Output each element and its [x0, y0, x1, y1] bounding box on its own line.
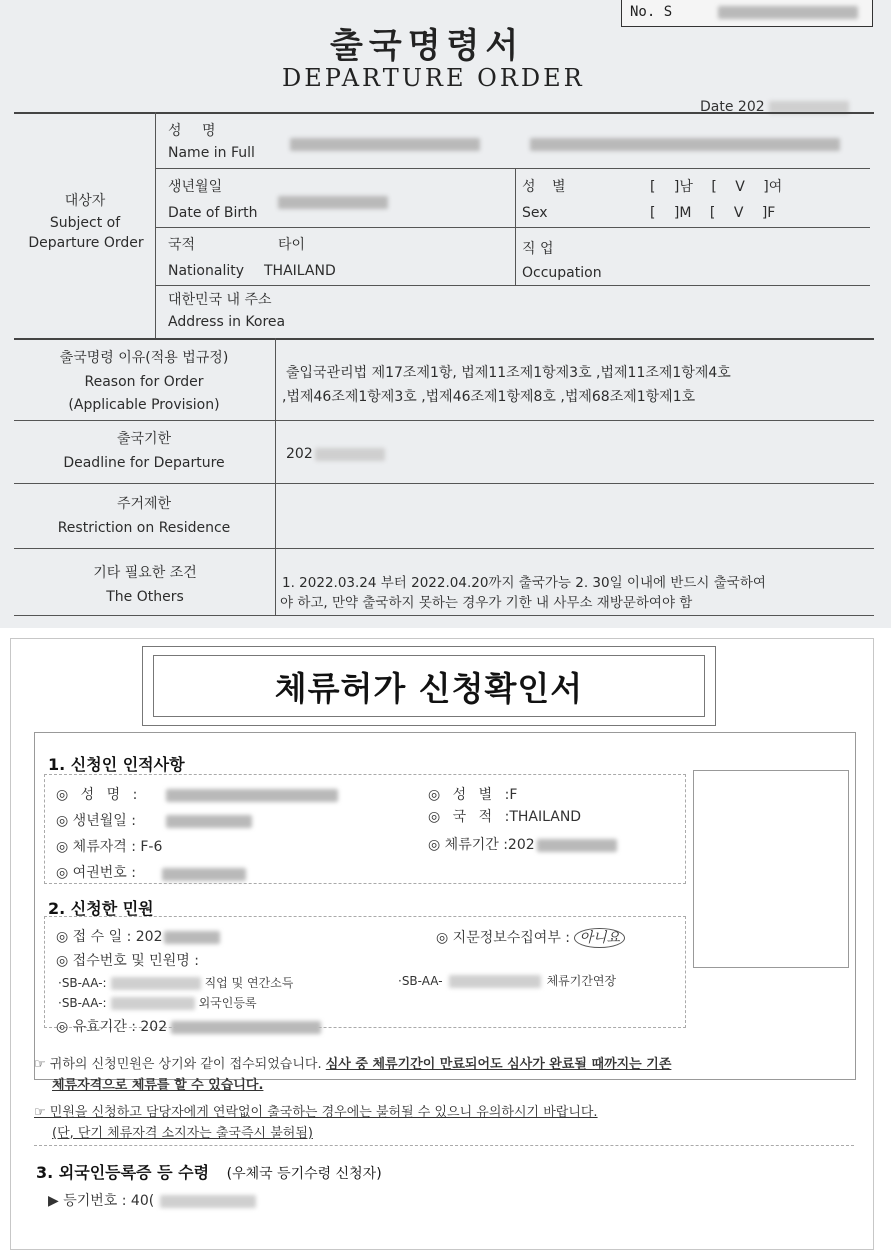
nationality-value-english: THAILAND: [264, 263, 336, 279]
subject-label-english-2: Departure Order: [28, 235, 144, 251]
document-title-english: DEPARTURE ORDER: [282, 64, 585, 92]
serial-number-redacted: [718, 6, 858, 19]
notice-1-line-2: 체류자격으로 체류를 할 수 있습니다.: [52, 1078, 264, 1093]
row-rule: [14, 615, 874, 616]
application-number-redacted: [111, 977, 201, 990]
reason-label-english-1: Reason for Order: [84, 374, 204, 390]
deadline-value: [286, 445, 385, 463]
subject-label-english-1: Subject of: [49, 215, 121, 231]
sex-label-english: Sex: [522, 205, 548, 221]
reason-value-line-2: ,법제46조제1항제3호 ,법제46조제1항제8호 ,법제68조제1항제1호: [282, 389, 696, 405]
application-item-1: [58, 974, 293, 992]
registered-number-field: [48, 1192, 256, 1210]
name-label-korean: 성 명: [168, 123, 224, 139]
validity-text: ◎ 유효기간 : 202: [56, 1019, 168, 1035]
others-label-english: The Others: [106, 589, 184, 605]
receipt-date-text: ◎ 접 수 일 : 202: [56, 929, 163, 945]
row-rule: [155, 285, 870, 286]
nationality-label-english: Nationality: [168, 263, 245, 279]
restriction-label-english: Restriction on Residence: [57, 520, 231, 536]
deadline-label-korean: 출국기한: [116, 431, 172, 447]
fingerprint-field: [436, 928, 625, 948]
stay-period-field: [428, 836, 617, 854]
sex-checkbox-korean: [ ]남 [ V ]여: [650, 179, 783, 195]
name-label: ◎ 성 명 :: [56, 787, 138, 803]
application-name: 외국인등록: [198, 996, 257, 1010]
dob-redacted: [278, 196, 388, 209]
application-name: 직업 및 연간소득: [204, 976, 294, 990]
row-rule: [14, 548, 874, 549]
occupation-label-korean: 직 업: [522, 241, 554, 257]
fingerprint-label: ◎ 지문정보수집여부 :: [436, 930, 571, 946]
restriction-label-korean: 주거제한: [116, 496, 172, 512]
receipt-date-field: [56, 928, 220, 946]
validity-redacted: [171, 1021, 321, 1034]
column-rule: [155, 112, 156, 338]
application-number-redacted: [449, 975, 541, 988]
application-number-redacted: [111, 997, 195, 1010]
others-value-line-1: 1. 2022.03.24 부터 2022.04.20까지 출국가능 2. 30일 이내에 반드시 출국하여: [282, 575, 766, 591]
reason-label-korean: 출국명령 이유(적용 법규정): [59, 350, 229, 366]
section-divider: [34, 1145, 854, 1146]
confirmation-title: 체류허가 신청확인서: [153, 655, 705, 717]
occupation-label-english: Occupation: [522, 265, 602, 281]
registered-number-label: ▶ 등기번호 : 40(: [48, 1193, 155, 1209]
address-label-korean: 대한민국 내 주소: [168, 292, 272, 308]
notice-1-line-1: [34, 1056, 671, 1074]
stay-permit-confirmation-document: [0, 628, 891, 1260]
passport-label: ◎ 여권번호 :: [56, 865, 136, 881]
photo-placeholder: [693, 770, 849, 968]
deadline-value-text: 202: [286, 446, 313, 462]
dob-label-korean: 생년월일: [168, 179, 223, 195]
fingerprint-value: 아니요: [574, 928, 625, 948]
receipt-date-redacted: [164, 931, 220, 944]
row-rule: [14, 338, 874, 340]
application-item-2: [398, 972, 616, 990]
application-item-3: [58, 994, 257, 1012]
serial-number-box: [621, 0, 873, 27]
applicant-dob-redacted: [166, 815, 252, 828]
stay-period-redacted: [537, 839, 617, 852]
column-rule: [515, 168, 516, 285]
section-2-heading: 2. 신청한 민원: [48, 899, 154, 918]
name-label-english: Name in Full: [168, 145, 255, 161]
departure-order-document: [0, 0, 891, 628]
passport-redacted: [162, 868, 246, 881]
others-label-korean: 기타 필요한 조건: [93, 565, 197, 581]
sex-checkbox-english: [ ]M [ V ]F: [650, 205, 776, 221]
sex-field: ◎ 성 별 :F: [428, 787, 518, 803]
status-field: ◎ 체류자격 : F-6: [56, 839, 163, 855]
notice-2-line-1: ☞ 민원을 신청하고 담당자에게 연락없이 출국하는 경우에는 불허될 수 있으니 유의하시기 바랍니다.: [34, 1105, 598, 1120]
name-redacted: [290, 138, 480, 151]
dob-label-english: Date of Birth: [168, 205, 258, 221]
nationality-value-korean: 타이: [278, 237, 306, 253]
section-1-dashed-box: [44, 774, 686, 884]
nationality-label-korean: 국적: [168, 237, 196, 253]
table-top-rule: [14, 112, 874, 114]
row-rule: [155, 168, 870, 169]
reason-value-line-1: 출입국관리법 제17조제1항, 법제11조제1항제3호 ,법제11조제1항제4호: [286, 365, 731, 381]
application-number-prefix: ·SB-AA-:: [58, 976, 107, 990]
registered-number-redacted: [160, 1195, 256, 1208]
notice-2-line-2: (단, 단기 체류자격 소지자는 출국즉시 불허됨): [52, 1126, 313, 1141]
sex-label-korean: 성 별: [522, 179, 572, 195]
row-rule: [14, 483, 874, 484]
notice-1-emphasis: 심사 중 체류기간이 만료되어도 심사가 완료될 때까지는 기존: [325, 1057, 672, 1072]
document-title-korean: 출국명령서: [330, 26, 525, 66]
name-redacted-2: [530, 138, 840, 151]
reason-label-english-2: (Applicable Provision): [68, 397, 220, 413]
subject-label-korean: 대상자: [64, 193, 106, 209]
applicant-name-redacted: [166, 789, 338, 802]
section-1-heading: 1. 신청인 인적사항: [48, 755, 185, 774]
dob-label: ◎ 생년월일 :: [56, 813, 136, 829]
validity-field: [56, 1018, 321, 1036]
title-box: [142, 646, 716, 726]
others-value-line-2: 야 하고, 만약 출국하지 못하는 경우가 기한 내 사무소 재방문하여야 함: [280, 595, 693, 611]
application-name: 체류기간연장: [546, 974, 617, 988]
stay-period-text: ◎ 체류기간 :202: [428, 837, 535, 853]
address-label-english: Address in Korea: [168, 314, 286, 330]
receipt-number-label: ◎ 접수번호 및 민원명 :: [56, 953, 199, 969]
serial-number-label: No. S: [630, 4, 673, 20]
column-rule: [275, 338, 276, 615]
application-number-prefix: ·SB-AA-:: [58, 996, 107, 1010]
row-rule: [14, 420, 874, 421]
section-3-note: (우체국 등기수령 신청자): [226, 1166, 382, 1182]
section-3-heading: [36, 1160, 382, 1183]
deadline-redacted: [315, 448, 385, 461]
deadline-label-english: Deadline for Departure: [63, 455, 225, 471]
row-rule: [155, 227, 870, 228]
notice-1-text: ☞ 귀하의 신청민원은 상기와 같이 접수되었습니다.: [34, 1057, 322, 1072]
date-label: Date 202: [700, 99, 765, 115]
application-number-prefix: ·SB-AA-: [398, 974, 443, 988]
nationality-field: ◎ 국 적 :THAILAND: [428, 809, 582, 825]
section-3-title: 3. 외국인등록증 등 수령: [36, 1163, 210, 1182]
